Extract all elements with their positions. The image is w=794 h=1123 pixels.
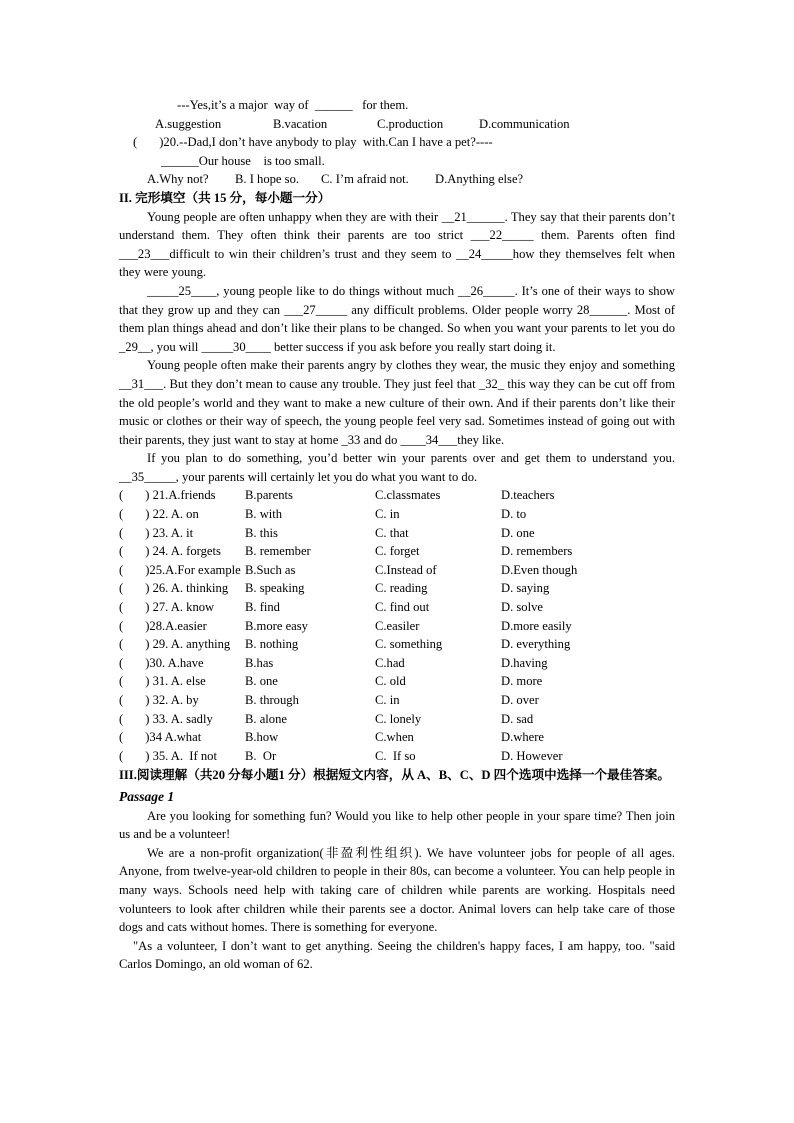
option-c: C.classmates [375,488,441,503]
q19-option-c: C.production [377,116,444,131]
question-stem: ( ) 29. A. anything [119,637,231,652]
question-stem: ( ) 24. A. forgets [119,544,221,559]
option-d: D. solve [501,600,543,615]
question-row [119,710,675,729]
section2-heading: II. 完形填空（共 15 分，每小题一分） [119,190,331,205]
question-stem: ( ) 33. A. sadly [119,711,213,726]
question-row [119,617,675,636]
option-c: C. forget [375,544,420,559]
option-d: D. over [501,693,539,707]
option-b: B. nothing [245,637,299,652]
question-stem: ( ) 27. A. know [119,600,215,615]
option-c: C.easiler [375,618,420,633]
question-row [119,691,675,710]
section3-heading: III.阅读理解（共20 分每小题1 分）根据短文内容，从 A、B、C、D 四个选项中选择一个最佳答案。 [119,768,670,783]
option-b: B. alone [245,711,287,726]
option-d: D. one [501,525,535,540]
cloze-paragraph-1: Young people are often unhappy when they are with their __21______. They say that their parents don’t understand them. They often think their parents are too strict ___22_____ them. Parents often find ___23___difficult to win their children’s trust and they seem to __24_____how they themselves felt when they were young. [119,209,675,280]
cloze-paragraph-4: If you plan to do something, you’d better win your parents over and get them to understand you. __35_____, your parents will certainly let you do what you want to do. [119,451,675,484]
option-d: D.where [501,730,545,745]
option-b: B. speaking [245,581,305,596]
option-c: C. reading [375,581,428,596]
question-stem: ( ) 32. A. by [119,693,199,707]
option-d: D. everything [501,637,571,652]
q20-options [119,170,675,189]
q20-option-b: B. I hope so. [235,172,300,187]
option-d: D.having [501,655,548,670]
option-c: C.had [375,655,405,670]
question-row [119,579,675,598]
question-row [119,598,675,617]
option-d: D. remembers [501,544,573,559]
option-b: B. remember [245,544,311,559]
option-c: C. old [375,674,406,689]
option-d: D.more easily [501,618,572,633]
question-row [119,542,675,561]
exam-page [119,96,675,974]
option-c: C. If so [375,748,416,763]
option-c: C.when [375,730,414,745]
question-row [119,654,675,673]
question-stem: ( )30. A.have [119,655,204,670]
option-b: B.more easy [245,618,308,633]
question-row [119,747,675,766]
question-stem: ( ) 22. A. on [119,507,199,522]
question-row [119,561,675,580]
question-row [119,672,675,691]
question-row [119,486,675,505]
q20-option-d: D.Anything else? [435,172,524,187]
question-row [119,524,675,543]
option-b: B.parents [245,488,293,503]
option-b: B.how [245,730,279,745]
question-stem: ( )34 A.what [119,730,202,745]
option-d: D. more [501,674,543,689]
q19-option-d: D.communication [479,116,570,131]
option-b: B. find [245,600,280,615]
option-b: B.Such as [245,562,296,577]
question-stem: ( ) 35. A. If not [119,748,217,763]
option-c: C. that [375,525,409,540]
q19-option-b: B.vacation [273,116,328,131]
question-row [119,728,675,747]
option-c: C. in [375,693,400,707]
question-stem: ( ) 23. A. it [119,525,194,540]
cloze-question-list [119,486,675,765]
cloze-paragraph-2: _____25____, young people like to do things without much __26_____. It’s one of their ways to show that they grow up and they can ___27_____ any difficult problems. Older people worry 28______. Most of them plan things ahead and don’t like their plans to be changed. So when you want your parents to let you do _29__, you will _____30____ better success if you ask before you really start doing it. [119,283,675,354]
option-d: D.Even though [501,562,578,577]
passage-paragraph-1: Are you looking for something fun? Would you like to help other people in your spare time? Then join us and be a volunteer! [119,808,675,842]
question-stem: ( ) 26. A. thinking [119,581,229,596]
option-c: C. lonely [375,711,422,726]
option-d: D. to [501,507,527,522]
option-c: C. find out [375,600,430,615]
question-stem: ( ) 21.A.friends [119,488,216,503]
question-row [119,505,675,524]
option-d: D. However [501,748,563,763]
option-b: B. with [245,507,283,522]
q20-option-a: A.Why not? [147,172,209,187]
option-b: B. one [245,674,278,689]
passage-title: Passage 1 [119,788,175,804]
option-b: B. through [245,693,299,707]
option-c: C.Instead of [375,562,437,577]
option-c: C. something [375,637,443,652]
q20-option-c: C. I’m afraid not. [321,172,409,187]
q20-line2: ______Our house is too small. [161,153,325,168]
q19-line: ---Yes,it’s a major way of ______ for them. [177,98,409,112]
option-b: B. Or [245,748,277,763]
question-stem: ( )28.A.easier [119,618,207,633]
option-c: C. in [375,507,400,522]
question-row [119,635,675,654]
option-b: B. this [245,525,278,540]
question-stem: ( )25.A.For example [119,562,241,577]
passage-paragraph-2: We are a non-profit organization(非盈利性组织). We have volunteer jobs for people of all ages. Anyone, from twelve-year-old children to people in their 80s, can become a volunteer. You can help people in many ways. Schools need help with taking care of children while parents are working. Hospitals need volunteers to look after children while their parents see a doctor. Animal lovers can help take care of those dogs and cats without homes. There is something for everyone. [119,845,675,935]
q20-line: ( )20.--Dad,I don’t have anybody to play with.Can I have a pet?---- [133,135,493,150]
question-stem: ( ) 31. A. else [119,674,206,689]
cloze-paragraph-3: Young people often make their parents angry by clothes they wear, the music they enjoy and something __31___. But they don’t mean to cause any trouble. They just feel that _32_ this way they can be cut off from the old people’s world and they want to make a new culture of their own. And if their parents don’t like their music or clothes or their way of speech, the young people feel very sad. Sometimes instead of going out with their parents, they just want to stay at home _33 and do ____34___they like. [119,358,675,447]
q19-option-a: A.suggestion [155,116,222,131]
option-d: D. sad [501,711,534,726]
option-d: D.teachers [501,488,555,503]
option-d: D. saying [501,581,550,596]
passage-paragraph-3: "As a volunteer, I don’t want to get anything. Seeing the children's happy faces, I am happy, too. "said Carlos Domingo, an old woman of 62. [119,938,675,972]
option-b: B.has [245,655,274,670]
q19-options [119,115,675,134]
